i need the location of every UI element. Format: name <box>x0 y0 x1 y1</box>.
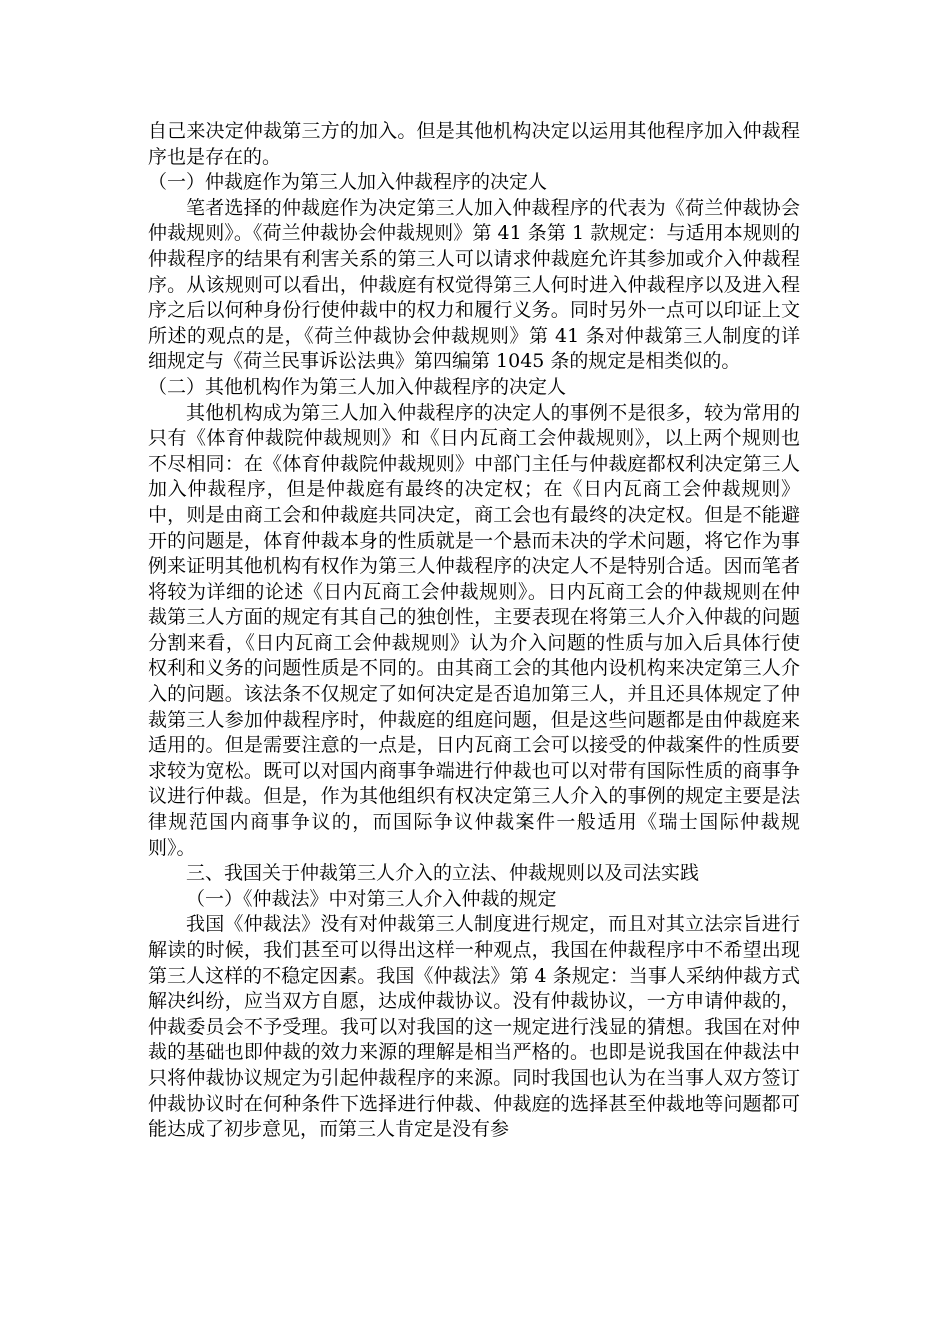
section-heading-arbitration-law: （一）《仲裁法》中对第三人介入仲裁的规定 <box>186 887 557 910</box>
section-heading-china: 三、我国关于仲裁第三人介入的立法、仲裁规则以及司法实践 <box>186 862 700 885</box>
paragraph-netherlands-rules: 笔者选择的仲裁庭作为决定第三人加入仲裁程序的代表为《荷兰仲裁协会仲裁规则》。《荷兰仲裁协会仲裁规则》第 41 条第 1 款规定：与适用本规则的仲裁程序的结果有利害关系的第三人可以请求仲裁庭允许其参加或介入仲裁程序。从该规则可以看出，仲裁庭有权觉得第三人何时进入仲裁程序以及进入程序之后以何种身份行使仲裁中的权力和履行义务。同时另外一点可以印证上文所述的观点的是，《荷兰仲裁协会仲裁规则》第 41 条对仲裁第三人制度的详细规定与《荷兰民事诉讼法典》第四编第 1045 条的规定是相类似的。 <box>148 196 800 373</box>
section-heading-arbitral-tribunal: （一）仲裁庭作为第三人加入仲裁程序的决定人 <box>148 171 548 194</box>
section-heading-other-institutions: （二）其他机构作为第三人加入仲裁程序的决定人 <box>148 375 567 398</box>
paragraph-continuation: 自己来决定仲裁第三方的加入。但是其他机构决定以运用其他程序加入仲裁程序也是存在的。 <box>148 120 800 168</box>
document-body <box>148 119 800 1143</box>
paragraph-other-institutions: 其他机构成为第三人加入仲裁程序的决定人的事例不是很多，较为常用的只有《体育仲裁院仲裁规则》和《日内瓦商工会仲裁规则》，以上两个规则也不尽相同：在《体育仲裁院仲裁规则》中部门主任与仲裁庭都权利决定第三人加入仲裁程序，但是仲裁庭有最终的决定权；在《日内瓦商工会仲裁规则》中，则是由商工会和仲裁庭共同决定，商工会也有最终的决定权。但是不能避开的问题是，体育仲裁本身的性质就是一个悬而未决的学术问题，将它作为事例来证明其他机构有权作为第三人仲裁程序的决定人不是特别合适。因而笔者将较为详细的论述《日内瓦商工会仲裁规则》。日内瓦商工会的仲裁规则在仲裁第三人方面的规定有其自己的独创性，主要表现在将第三人介入仲裁的问题分割来看，《日内瓦商工会仲裁规则》认为介入问题的性质与加入后具体行使权利和义务的问题性质是不同的。由其商工会的其他内设机构来决定第三人介入的问题。该法条不仅规定了如何决定是否追加第三人，并且还具体规定了仲裁第三人参加仲裁程序时，仲裁庭的组庭问题，但是这些问题都是由仲裁庭来适用的。但是需要注意的一点是，日内瓦商工会可以接受的仲裁案件的性质要求较为宽松。既可以对国内商事争端进行仲裁也可以对带有国际性质的商事争议进行仲裁。但是，作为其他组织有权决定第三人介入的事例的规定主要是法律规范国内商事争议的，而国际争议仲裁案件一般适用《瑞士国际仲裁规则》。 <box>148 401 800 859</box>
paragraph-arbitration-law: 我国《仲裁法》没有对仲裁第三人制度进行规定，而且对其立法宗旨进行解读的时候，我们甚至可以得出这样一种观点，我国在仲裁程序中不希望出现第三人这样的不稳定因素。我国《仲裁法》第 4 条规定：当事人采纳仲裁方式解决纠纷，应当双方自愿，达成仲裁协议。没有仲裁协议，一方申请仲裁的，仲裁委员会不予受理。我可以对我国的这一规定进行浅显的猜想。我国在对仲裁的基础也即仲裁的效力来源的理解是相当严格的。也即是说我国在仲裁法中只将仲裁协议规定为引起仲裁程序的来源。同时我国也认为在当事人双方签订仲裁协议时在何种条件下选择进行仲裁、仲裁庭的选择甚至仲裁地等问题都可能达成了初步意见，而第三人肯定是没有参 <box>148 913 800 1141</box>
